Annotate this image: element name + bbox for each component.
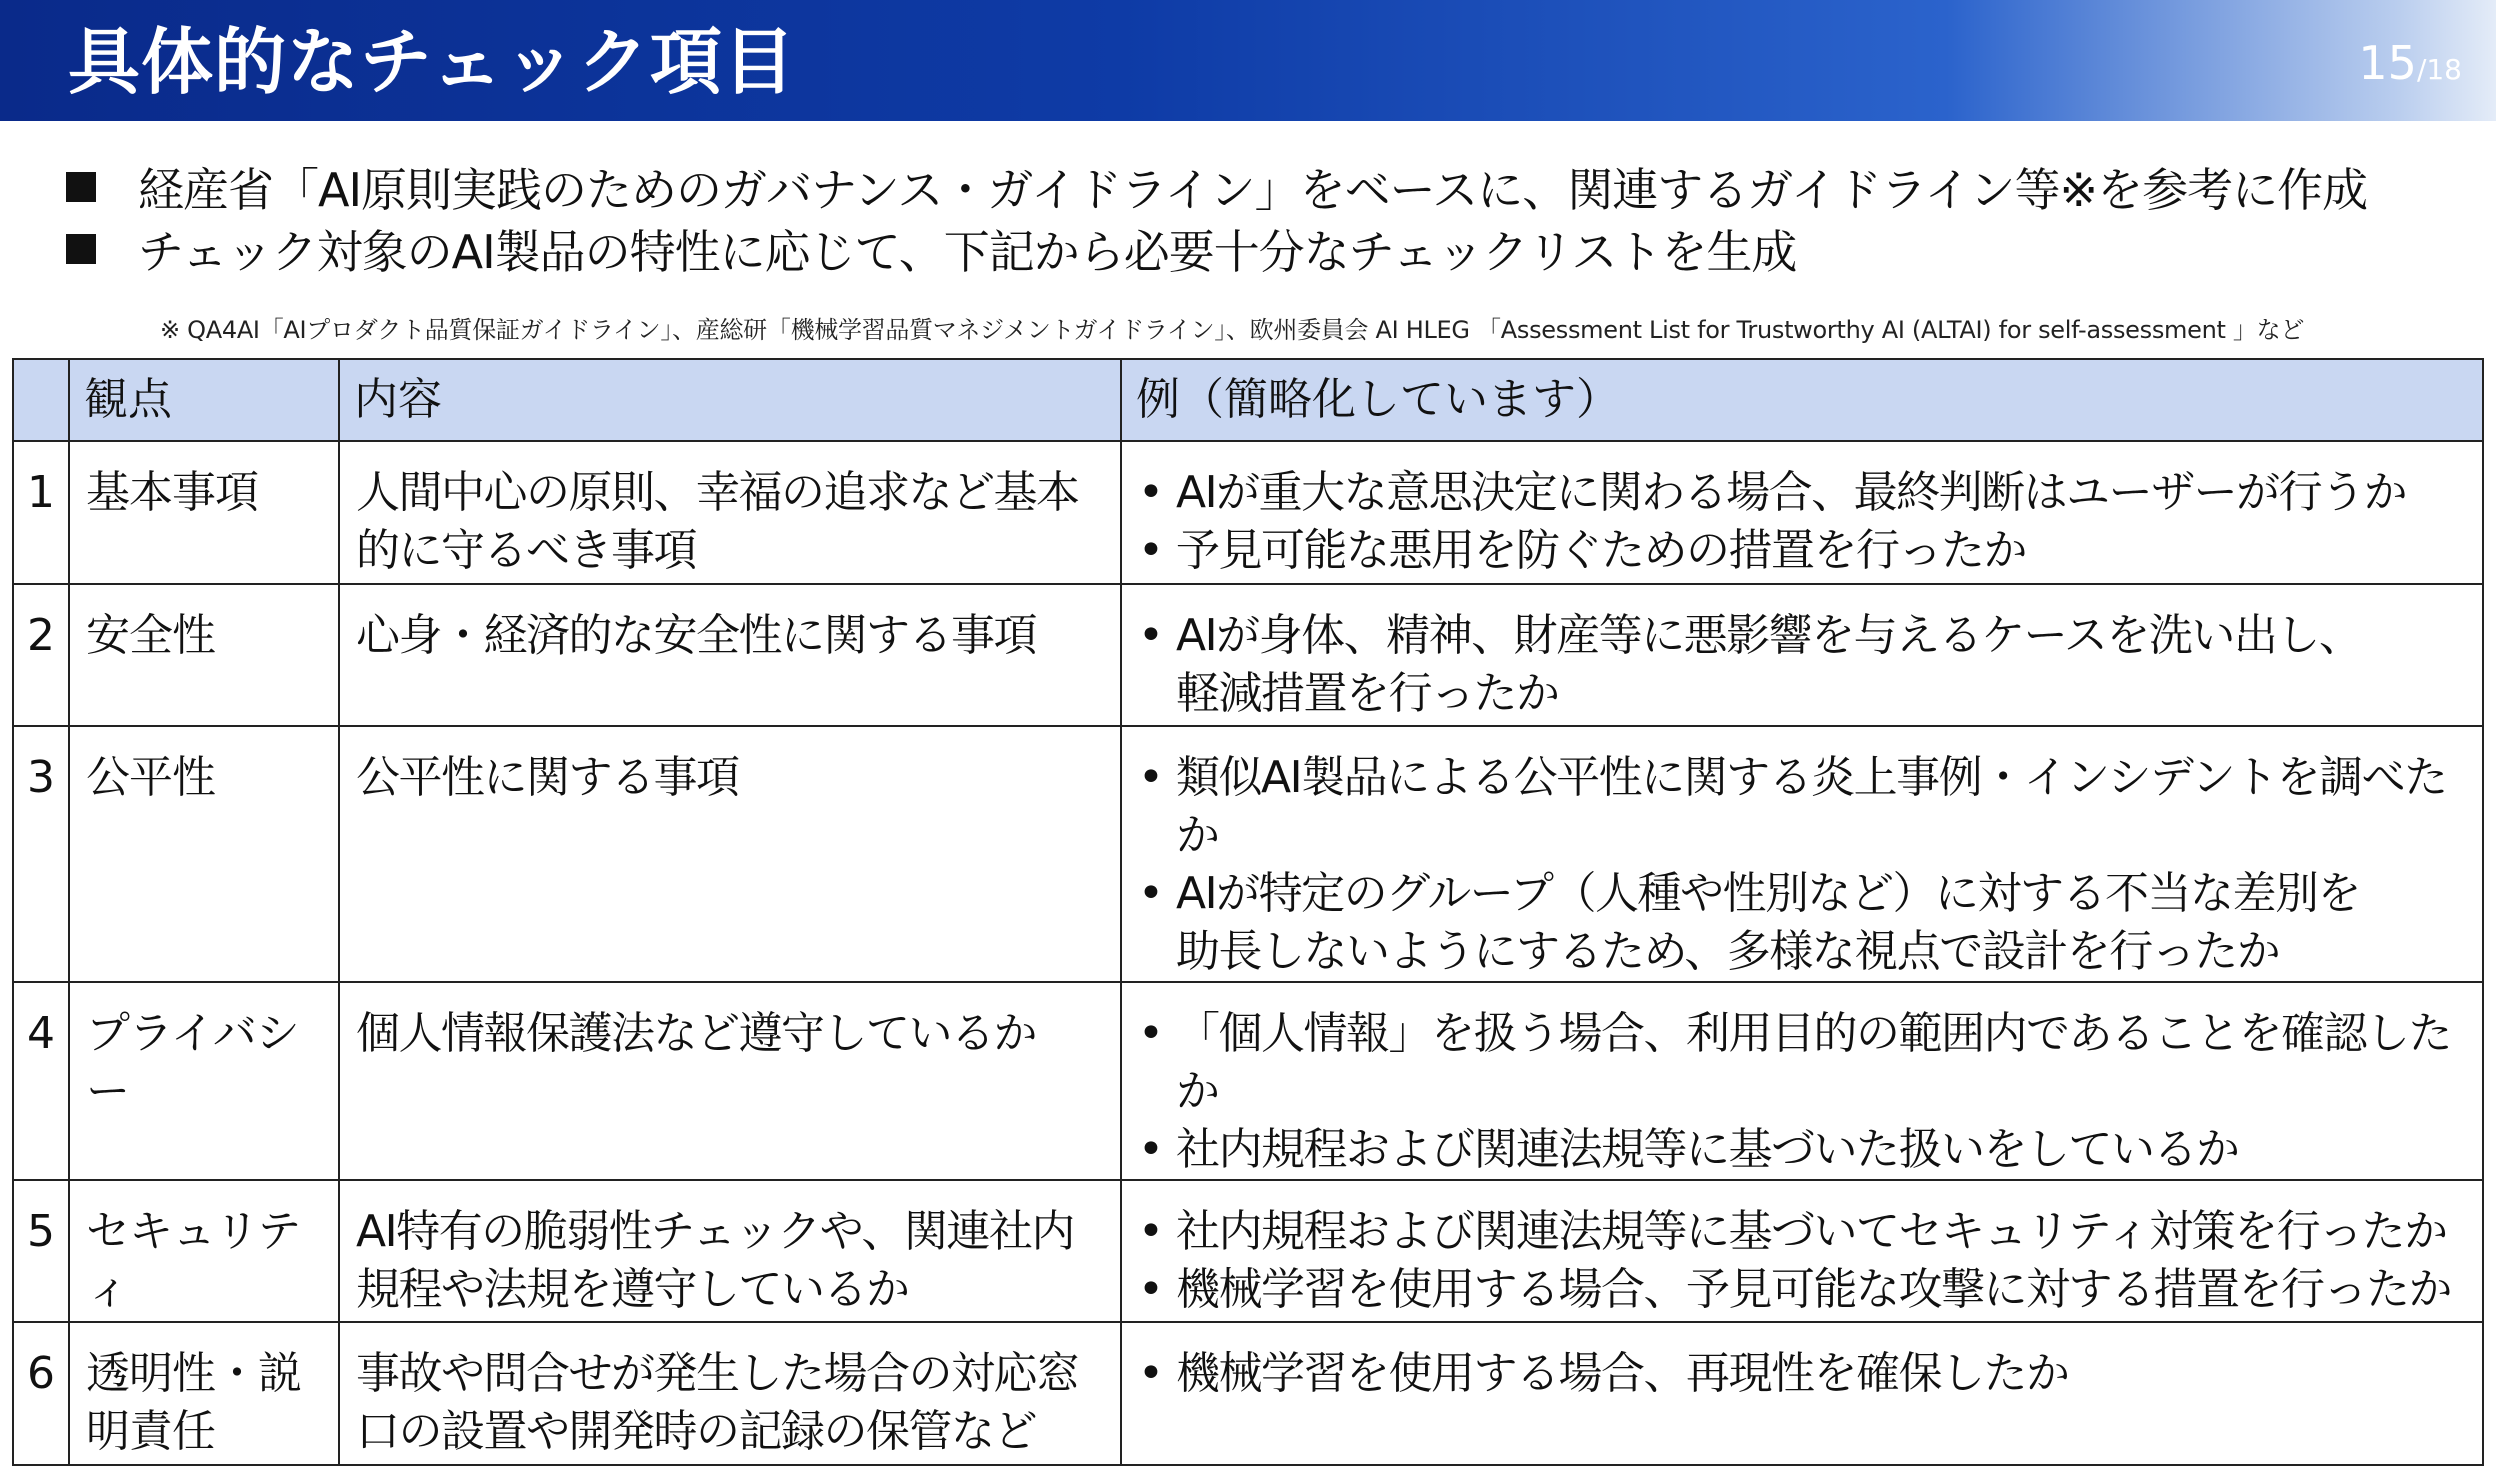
bullet-item xyxy=(60,156,2367,218)
example-list xyxy=(1138,607,2482,723)
example-text: 社内規程および関連法規等に基づいた扱いをしているか xyxy=(1176,1124,2239,1175)
bullet-dot-icon: • xyxy=(1138,525,1163,576)
row-examples xyxy=(1121,441,2483,584)
bullet-list xyxy=(60,156,2367,280)
reference-note: ※ QA4AI「AIプロダクト品質保証ガイドライン」、産総研「機械学習品質マネジメントガイドライン」、欧州委員会 AI HLEG 「Assessment List for Trustworthy AI (ALTAI) for self-assessment 」など xyxy=(160,316,2305,344)
row-content: AI特有の脆弱性チェックや、関連社内規程や法規を遵守しているか xyxy=(339,1180,1121,1322)
example-item xyxy=(1138,1345,2482,1403)
example-list xyxy=(1138,1203,2482,1319)
row-examples xyxy=(1121,584,2483,726)
bullet-text: 経産省「AI原則実践のためのガバナンス・ガイドライン」をベースに、関連するガイドライン等※を参考に作成 xyxy=(138,163,2368,217)
row-examples xyxy=(1121,726,2483,982)
square-bullet-icon xyxy=(66,172,96,202)
row-aspect: 透明性・説明責任 xyxy=(69,1322,339,1465)
slide-header xyxy=(0,0,2496,121)
header-example: 例（簡略化しています） xyxy=(1121,359,2483,441)
example-text: 予見可能な悪用を防ぐための措置を行ったか xyxy=(1176,525,2026,576)
example-text: 「個人情報」を扱う場合、利用目的の範囲内であることを確認したか xyxy=(1176,1008,2451,1117)
row-number: 1 xyxy=(13,441,69,584)
header-aspect: 観点 xyxy=(69,359,339,441)
table-row xyxy=(13,1180,2483,1322)
example-text: 類似AI製品による公平性に関する炎上事例・インシデントを調べたか xyxy=(1176,752,2447,861)
page-total: /18 xyxy=(2416,53,2462,86)
example-text: AIが特定のグループ（人種や性別など）に対する不当な差別を 助長しないようにするため、多様な視点で設計を行ったか xyxy=(1176,868,2361,977)
row-aspect: 基本事項 xyxy=(69,441,339,584)
bullet-item xyxy=(60,218,2367,280)
row-content: 公平性に関する事項 xyxy=(339,726,1121,982)
example-item xyxy=(1138,749,2482,865)
row-number: 4 xyxy=(13,982,69,1180)
page-current: 15 xyxy=(2358,36,2417,90)
row-number: 3 xyxy=(13,726,69,982)
square-bullet-icon xyxy=(66,234,96,264)
row-number: 2 xyxy=(13,584,69,726)
row-number: 5 xyxy=(13,1180,69,1322)
example-list xyxy=(1138,1005,2482,1179)
example-item xyxy=(1138,464,2482,522)
example-item xyxy=(1138,1261,2482,1319)
example-item xyxy=(1138,1005,2482,1121)
example-item xyxy=(1138,865,2482,981)
check-items-table xyxy=(12,358,2484,1466)
table-row xyxy=(13,726,2483,982)
table-row xyxy=(13,441,2483,584)
table-row xyxy=(13,584,2483,726)
bullet-dot-icon: • xyxy=(1138,610,1163,661)
bullet-dot-icon: • xyxy=(1138,1348,1163,1399)
example-item xyxy=(1138,1121,2482,1179)
row-aspect: 安全性 xyxy=(69,584,339,726)
row-examples xyxy=(1121,1180,2483,1322)
header-content: 内容 xyxy=(339,359,1121,441)
table-row xyxy=(13,1322,2483,1465)
row-number: 6 xyxy=(13,1322,69,1465)
header-num xyxy=(13,359,69,441)
bullet-dot-icon: • xyxy=(1138,1206,1163,1257)
example-item xyxy=(1138,522,2482,580)
bullet-dot-icon: • xyxy=(1138,868,1163,919)
page-number xyxy=(2358,36,2462,90)
slide-title: 具体的なチェック項目 xyxy=(68,20,796,104)
table-row xyxy=(13,982,2483,1180)
bullet-dot-icon: • xyxy=(1138,752,1163,803)
row-content: 心身・経済的な安全性に関する事項 xyxy=(339,584,1121,726)
bullet-dot-icon: • xyxy=(1138,1124,1163,1175)
bullet-text: チェック対象のAI製品の特性に応じて、下記から必要十分なチェックリストを生成 xyxy=(138,225,1797,279)
bullet-dot-icon: • xyxy=(1138,1264,1163,1315)
example-item xyxy=(1138,1203,2482,1261)
table-header-row xyxy=(13,359,2483,441)
example-list xyxy=(1138,749,2482,981)
example-list xyxy=(1138,1345,2482,1403)
example-text: 機械学習を使用する場合、再現性を確保したか xyxy=(1176,1348,2069,1399)
row-content: 人間中心の原則、幸福の追求など基本的に守るべき事項 xyxy=(339,441,1121,584)
row-aspect: プライバシー xyxy=(69,982,339,1180)
row-examples xyxy=(1121,1322,2483,1465)
example-list xyxy=(1138,464,2482,580)
row-content: 事故や問合せが発生した場合の対応窓口の設置や開発時の記録の保管など xyxy=(339,1322,1121,1465)
row-aspect: セキュリティ xyxy=(69,1180,339,1322)
example-item xyxy=(1138,607,2482,723)
example-text: AIが重大な意思決定に関わる場合、最終判断はユーザーが行うか xyxy=(1176,467,2407,518)
row-aspect: 公平性 xyxy=(69,726,339,982)
bullet-dot-icon: • xyxy=(1138,1008,1163,1059)
example-text: 機械学習を使用する場合、予見可能な攻撃に対する措置を行ったか xyxy=(1176,1264,2451,1315)
bullet-dot-icon: • xyxy=(1138,467,1163,518)
example-text: AIが身体、精神、財産等に悪影響を与えるケースを洗い出し、 軽減措置を行ったか xyxy=(1176,610,2362,719)
row-content: 個人情報保護法など遵守しているか xyxy=(339,982,1121,1180)
row-examples xyxy=(1121,982,2483,1180)
example-text: 社内規程および関連法規等に基づいてセキュリティ対策を行ったか xyxy=(1176,1206,2447,1257)
